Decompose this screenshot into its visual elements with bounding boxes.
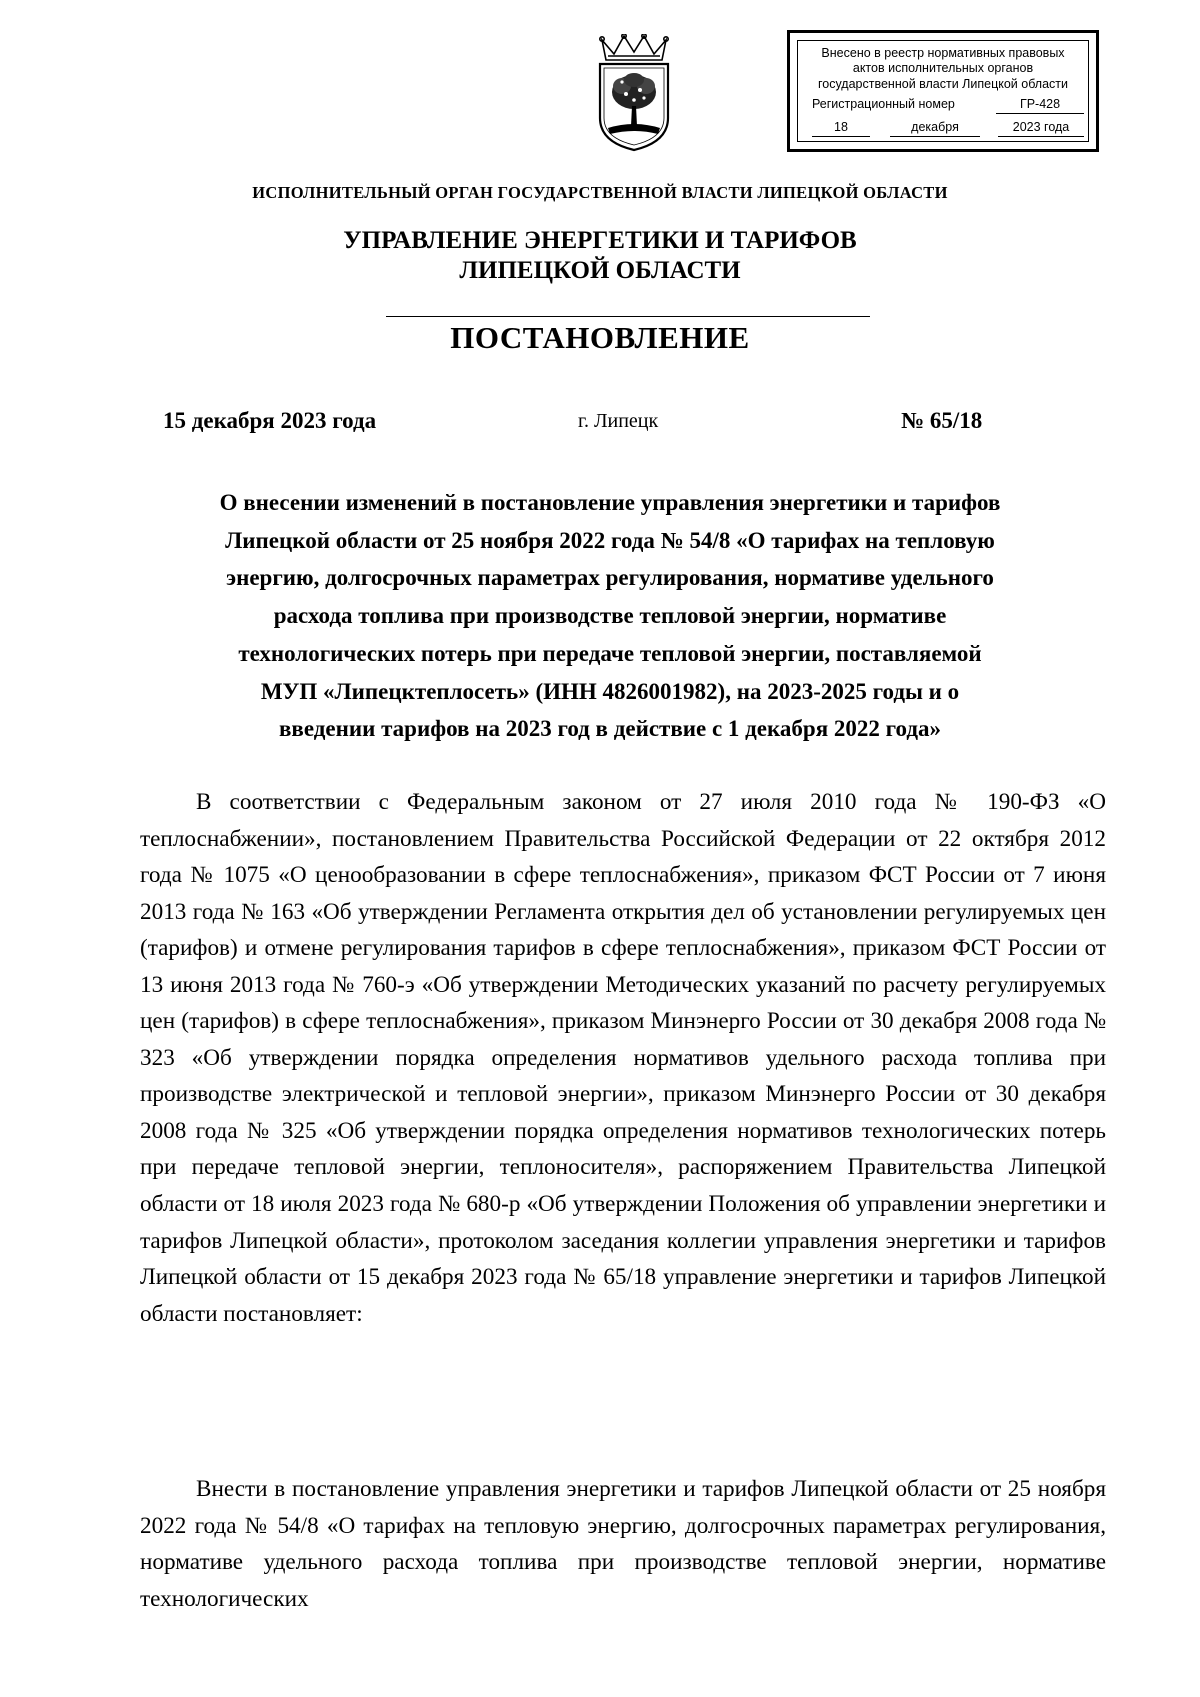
stamp-date-month: декабря — [890, 119, 980, 137]
stamp-date-year: 2023 года — [998, 119, 1084, 137]
issuing-authority: ИСПОЛНИТЕЛЬНЫЙ ОРГАН ГОСУДАРСТВЕННОЙ ВЛАСТИ ЛИПЕЦКОЙ ОБЛАСТИ — [252, 183, 948, 202]
title-line: О внесении изменений в постановление управления энергетики и тарифов — [219, 490, 1001, 515]
body-paragraph-resolution: Внести в постановление управления энергетики и тарифов Липецкой области от 25 ноября 2022 года № 54/8 «О тарифах на тепловую энергию, долгосрочных параметрах регулирования, нормативе удельного расхода топлива при производстве тепловой энергии, нормативе технологических — [140, 1476, 1106, 1612]
body-paragraph-legal-basis: В соответствии с Федеральным законом от 27 июля 2010 года № 190-ФЗ «О теплоснабжении», постановлением Правительства Российской Федерации от 22 октября 2012 года № 1075 «О ценообразовании в сфере теплоснабжения», приказом ФСТ России от 7 июня 2013 года № 163 «Об утверждении Регламента открытия дел об установлении регулируемых цен (тарифов) и отмене регулирования тарифов в сфере теплоснабжения», приказом ФСТ России от 13 июня 2013 года № 760-э «Об утверждении Методических указаний по расчету регулируемых цен (тарифов) в сфере теплоснабжения», приказом Минэнерго России от 30 декабря 2008 года № 323 «Об утверждении порядка определения нормативов удельного расхода топлива при производстве электрической и тепловой энергии», приказом Минэнерго России от 30 декабря 2008 года № 325 «Об утверждении порядка определения нормативов технологических потерь при передаче тепловой энергии, теплоносителя», распоряжением Правительства Липецкой области от 18 июля 2023 года № 680-р «Об утверждении Положения об управлении энергетики и тарифов Липецкой области», протоколом заседания коллегии управления энергетики и тарифов Липецкой области от 15 декабря 2023 года № 65/18 управление энергетики и тарифов Липецкой области постановляет: — [140, 789, 1106, 1327]
document-date: 15 декабря 2023 года — [163, 408, 377, 433]
document-city: г. Липецк — [578, 410, 659, 432]
registry-stamp — [787, 30, 1099, 152]
stamp-registration-label: Регистрационный номер — [812, 97, 955, 111]
title-line: энергию, долгосрочных параметрах регулирования, нормативе удельного — [226, 565, 994, 591]
registry-stamp-frame — [797, 40, 1089, 142]
department-name — [0, 226, 1200, 286]
document-title — [140, 484, 1080, 748]
stamp-registration-number: ГР-428 — [996, 96, 1084, 114]
stamp-line-2: актов исполнительных органов — [852, 61, 1034, 75]
title-line: введении тарифов на 2023 год в действие с 1 декабря 2022 года» — [278, 716, 941, 742]
title-line: технологических потерь при передаче тепловой энергии, поставляемой — [238, 640, 982, 666]
coat-of-arms-emblem — [592, 34, 676, 152]
title-line: МУП «Липецктеплосеть» (ИНН 4826001982), на 2023-2025 годы и о — [260, 678, 960, 704]
department-name-line-2: ЛИПЕЦКОЙ ОБЛАСТИ — [459, 257, 741, 284]
title-line: расхода топлива при производстве тепловой энергии, нормативе — [273, 603, 947, 629]
document-type: ПОСТАНОВЛЕНИЕ — [450, 320, 750, 355]
stamp-line-1: Внесено в реестр нормативных правовых — [821, 46, 1065, 60]
header-divider — [386, 316, 870, 317]
stamp-line-3: государственной власти Липецкой области — [817, 77, 1069, 91]
title-line: Липецкой области от 25 ноября 2022 года № 54/8 «О тарифах на тепловую — [225, 527, 995, 553]
document-number: № 65/18 — [901, 408, 983, 433]
stamp-date-day: 18 — [812, 119, 870, 137]
department-name-line-1: УПРАВЛЕНИЕ ЭНЕРГЕТИКИ И ТАРИФОВ — [343, 227, 857, 254]
